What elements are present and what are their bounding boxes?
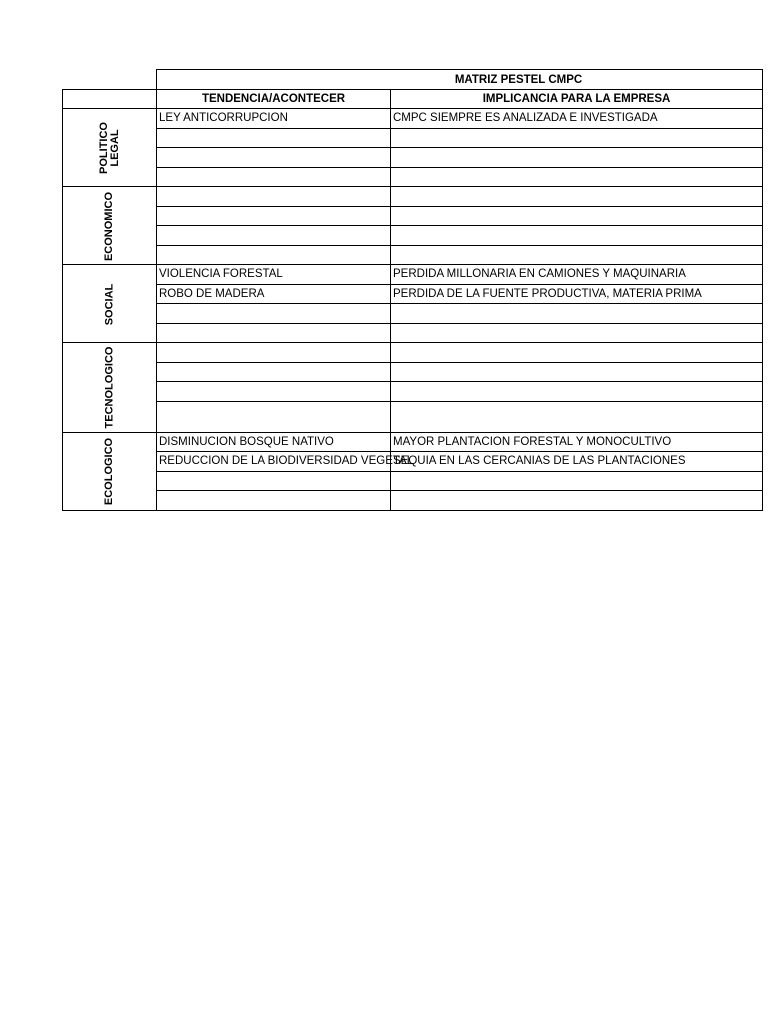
trend-cell[interactable] (157, 401, 391, 432)
implication-cell[interactable] (391, 362, 763, 382)
trend-cell[interactable] (157, 187, 391, 207)
implication-cell[interactable]: PERDIDA DE LA FUENTE PRODUCTIVA, MATERIA PRIMA (391, 284, 763, 304)
table-row (63, 109, 763, 129)
trend-cell[interactable]: ROBO DE MADERA (157, 284, 391, 304)
table-row (63, 187, 763, 207)
table-row (63, 432, 763, 452)
table-row (63, 226, 763, 246)
table-row (63, 245, 763, 265)
table-row (63, 452, 763, 472)
trend-cell[interactable] (157, 471, 391, 491)
title-row (63, 70, 763, 90)
trend-cell[interactable] (157, 148, 391, 168)
trend-cell[interactable] (157, 323, 391, 343)
table-row (63, 343, 763, 363)
table-row (63, 284, 763, 304)
corner-header-cell (63, 90, 157, 109)
table-row (63, 148, 763, 168)
implication-cell[interactable] (391, 206, 763, 226)
implication-cell[interactable] (391, 471, 763, 491)
implication-cell[interactable] (391, 148, 763, 168)
trend-cell[interactable] (157, 343, 391, 363)
trend-cell[interactable]: DISMINUCION BOSQUE NATIVO (157, 432, 391, 452)
trend-cell[interactable]: VIOLENCIA FORESTAL (157, 265, 391, 285)
table-row (63, 471, 763, 491)
implication-cell[interactable]: MAYOR PLANTACION FORESTAL Y MONOCULTIVO (391, 432, 763, 452)
table-row (63, 128, 763, 148)
implication-cell[interactable] (391, 167, 763, 187)
trend-cell[interactable] (157, 128, 391, 148)
implication-cell[interactable]: PERDIDA MILLONARIA EN CAMIONES Y MAQUINARIA (391, 265, 763, 285)
category-label-line: LEGAL (108, 128, 121, 167)
implication-cell[interactable] (391, 187, 763, 207)
category-cell (63, 343, 157, 433)
header-trend: TENDENCIA/ACONTECER (157, 90, 391, 109)
category-cell (63, 187, 157, 265)
trend-cell[interactable] (157, 491, 391, 511)
category-label-line: POLITICO (97, 121, 110, 174)
table-row (63, 323, 763, 343)
table-row (63, 362, 763, 382)
pestel-matrix-table (62, 69, 763, 511)
trend-cell[interactable] (157, 206, 391, 226)
table-row (63, 304, 763, 324)
table-row (63, 167, 763, 187)
implication-cell[interactable]: SEQUIA EN LAS CERCANIAS DE LAS PLANTACIONES (391, 452, 763, 472)
category-cell (63, 109, 157, 187)
table-row (63, 265, 763, 285)
category-label (104, 347, 115, 429)
implication-cell[interactable]: CMPC SIEMPRE ES ANALIZADA E INVESTIGADA (391, 109, 763, 129)
implication-cell[interactable] (391, 382, 763, 402)
category-cell (63, 432, 157, 510)
implication-cell[interactable] (391, 401, 763, 432)
trend-cell[interactable] (157, 362, 391, 382)
matrix-title: MATRIZ PESTEL CMPC (157, 70, 763, 90)
trend-cell[interactable] (157, 304, 391, 324)
trend-cell[interactable]: LEY ANTICORRUPCION (157, 109, 391, 129)
table-row (63, 382, 763, 402)
category-label (98, 122, 120, 174)
table-row (63, 491, 763, 511)
implication-cell[interactable] (391, 491, 763, 511)
trend-cell[interactable] (157, 226, 391, 246)
table-row (63, 401, 763, 432)
trend-cell[interactable] (157, 167, 391, 187)
category-label (104, 191, 115, 260)
implication-cell[interactable] (391, 226, 763, 246)
implication-cell[interactable] (391, 343, 763, 363)
implication-cell[interactable] (391, 323, 763, 343)
category-label (104, 283, 115, 325)
header-implication: IMPLICANCIA PARA LA EMPRESA (391, 90, 763, 109)
implication-cell[interactable] (391, 304, 763, 324)
table-row (63, 206, 763, 226)
trend-cell[interactable]: REDUCCION DE LA BIODIVERSIDAD VEGETAL (157, 452, 391, 472)
trend-cell[interactable] (157, 245, 391, 265)
category-cell (63, 265, 157, 343)
implication-cell[interactable] (391, 128, 763, 148)
trend-cell[interactable] (157, 382, 391, 402)
category-label-line: ECONOMICO (103, 191, 115, 261)
category-label (104, 438, 115, 505)
header-row (63, 90, 763, 109)
implication-cell[interactable] (391, 245, 763, 265)
category-label-line: TECNOLOGICO (102, 346, 115, 429)
category-label-line: SOCIAL (103, 283, 115, 325)
category-label-line: ECOLOGICO (102, 437, 115, 506)
